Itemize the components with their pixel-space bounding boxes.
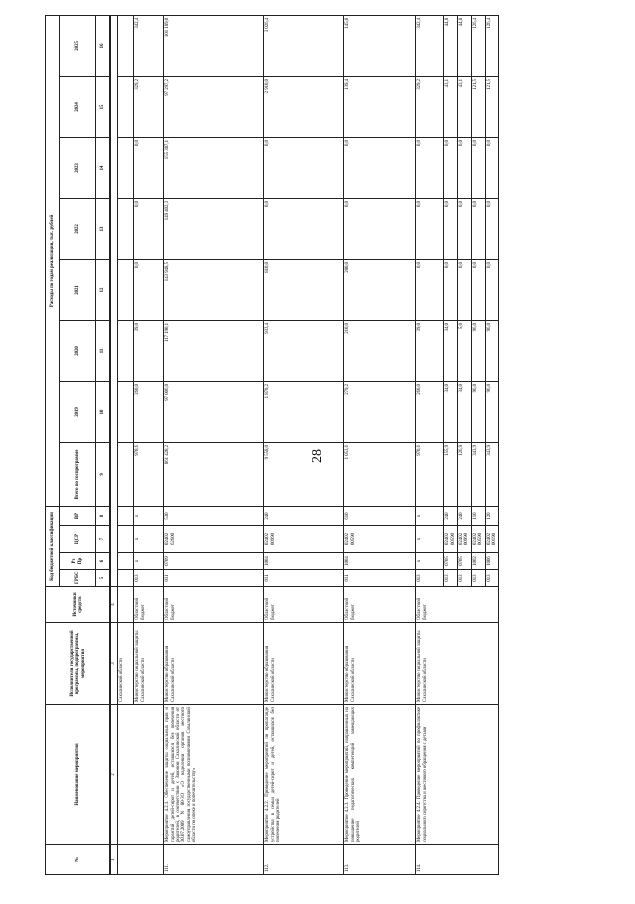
- row-year-value: 121,5: [485, 77, 499, 138]
- column-number: 7: [96, 526, 111, 553]
- header-csr: ЦСР: [60, 526, 96, 553]
- row-year-value: 44,8: [458, 15, 472, 76]
- row-rzpr: [118, 553, 134, 570]
- row-year-value: 0,0: [485, 199, 499, 260]
- column-number: 15: [96, 76, 111, 137]
- row-year-value: [118, 15, 134, 76]
- row-year-value: 0,0: [444, 138, 458, 199]
- row-csr: [118, 526, 134, 553]
- row-grbs: 013: [471, 570, 485, 587]
- header-grbs: ГРБС: [60, 570, 96, 587]
- row-total: 9 558,0: [264, 443, 344, 507]
- column-number: 2: [110, 705, 118, 845]
- row-year-value: 97 297,2: [164, 77, 264, 138]
- row-year-value: 34,0: [458, 382, 472, 443]
- row-year-value: 155 387,1: [164, 138, 264, 199]
- row-year-value: 3 026,4: [264, 15, 344, 76]
- header-rzpr: Рз Пр: [60, 553, 96, 570]
- row-year-value: 39,0: [416, 321, 444, 382]
- column-number: 8: [96, 506, 111, 525]
- row-grbs: 011: [264, 570, 344, 587]
- table-row: [264, 15, 344, 874]
- row-year-value: 145,0: [344, 15, 416, 76]
- row-year-value: 0,0: [134, 138, 164, 199]
- column-number-spacer: [110, 15, 118, 586]
- row-year-value: 139,4: [344, 77, 416, 138]
- row-csr: 02402 00990: [458, 526, 472, 553]
- row-year-value: 342,4: [134, 15, 164, 76]
- row-year-value: 101 189,0: [164, 15, 264, 76]
- row-year-value: 0,0: [458, 260, 472, 321]
- row-source: Областной бюджет: [264, 587, 344, 623]
- row-vr: 610: [344, 507, 416, 526]
- row-year-value: 329,2: [416, 77, 444, 138]
- row-vr: 530: [164, 507, 264, 526]
- row-year-value: [118, 260, 134, 321]
- row-year-value: 0,0: [264, 138, 344, 199]
- row-year-value: 0,0: [416, 199, 444, 260]
- row-year-value: 0,0: [264, 199, 344, 260]
- row-year-value: 1 878,2: [264, 382, 344, 443]
- row-vr: [118, 507, 134, 526]
- row-year-value: 342,4: [416, 15, 444, 76]
- row-rzpr: 0705: [458, 553, 472, 570]
- column-number: 6: [96, 553, 111, 570]
- row-year-value: 39,0: [134, 321, 164, 382]
- row-source: Областной бюджет: [344, 587, 416, 623]
- column-number: 5: [96, 570, 111, 587]
- row-rzpr: 1002: [471, 553, 485, 570]
- row-csr: 02402 00590: [344, 526, 416, 553]
- header-year: 2022: [60, 198, 96, 259]
- row-name: Мероприятие 4.2.3. Проведение мероприятий, направленных на повышение педагогических компетенций замещающих родителей: [344, 705, 416, 845]
- page-number: 28: [310, 449, 325, 463]
- row-num: 112.: [264, 845, 344, 875]
- row-grbs: 013: [134, 570, 164, 587]
- row-vr: 110: [471, 507, 485, 526]
- row-csr: x: [416, 526, 444, 553]
- row-num: 111.: [164, 845, 264, 875]
- header-code-group: Код бюджетной классификации: [46, 506, 60, 586]
- header-num: №: [46, 845, 111, 875]
- row-source: Областной бюджет: [134, 587, 164, 623]
- column-number: 14: [96, 137, 111, 198]
- row-total: 861 420,2: [164, 443, 264, 507]
- row-rzpr: x: [134, 553, 164, 570]
- header-source: Источники средств: [46, 587, 111, 623]
- row-grbs: 013: [458, 570, 472, 587]
- row-grbs: [118, 570, 134, 587]
- header-vr: ВР: [60, 506, 96, 525]
- row-vr: 240: [444, 507, 458, 526]
- table-row: [344, 15, 416, 874]
- table-row: [164, 15, 264, 874]
- row-year-value: [118, 382, 134, 443]
- row-total: [118, 443, 134, 507]
- row-total: 970,6: [134, 443, 164, 507]
- row-total: 155,9: [444, 443, 458, 507]
- column-number: 9: [96, 442, 111, 506]
- row-year-value: 0,0: [444, 260, 458, 321]
- header-year: 2021: [60, 259, 96, 320]
- row-grbs: 011: [344, 570, 416, 587]
- row-year-value: 2 910,0: [264, 77, 344, 138]
- table-body-block: [109, 15, 497, 875]
- row-year-value: 34,0: [444, 382, 458, 443]
- column-number: 12: [96, 259, 111, 320]
- row-num: 114.: [416, 845, 499, 875]
- row-vr: x: [416, 507, 444, 526]
- row-year-value: 933,4: [264, 321, 344, 382]
- header-executor: Исполнители государственной программы, подпрограммы, мероприятия: [46, 623, 111, 705]
- row-num: [118, 845, 164, 875]
- row-year-value: 210,0: [344, 321, 416, 382]
- row-year-value: 96,0: [485, 382, 499, 443]
- row-year-value: 43,1: [458, 77, 472, 138]
- row-year-value: 126,4: [471, 15, 485, 76]
- column-number: 1: [110, 845, 118, 875]
- row-executor: Министерство образования Сахалинской области: [264, 623, 344, 705]
- row-year-value: 96,0: [471, 321, 485, 382]
- header-table: [45, 15, 111, 875]
- row-year-value: 0,0: [471, 138, 485, 199]
- row-executor: Министерство образования Сахалинской области: [344, 623, 416, 705]
- row-year-value: 0,0: [471, 260, 485, 321]
- row-year-value: 0,0: [485, 138, 499, 199]
- row-grbs: 013: [485, 570, 499, 587]
- row-year-value: 279,2: [344, 382, 416, 443]
- row-csr: 02402 00990: [264, 526, 344, 553]
- row-vr: 240: [264, 507, 344, 526]
- row-executor: Министерство социальной защиты Сахалинской области: [134, 623, 164, 705]
- row-csr: 02402 00190: [485, 526, 499, 553]
- row-year-value: 0,0: [134, 199, 164, 260]
- row-year-value: 329,2: [134, 77, 164, 138]
- row-year-value: 0,0: [458, 199, 472, 260]
- header-year: 2024: [60, 76, 96, 137]
- row-csr: 02402 00590: [444, 526, 458, 553]
- row-name: [118, 705, 164, 845]
- row-rzpr: x: [416, 553, 444, 570]
- row-grbs: 013: [444, 570, 458, 587]
- row-year-value: 0,0: [344, 138, 416, 199]
- row-year-value: 143 948,5: [164, 260, 264, 321]
- row-year-value: 121,5: [471, 77, 485, 138]
- column-number: 16: [96, 15, 111, 76]
- row-year-value: [118, 77, 134, 138]
- row-name: Мероприятие 4.2.1. Обеспечение защиты социальных прав и гарантий детей-сирот и детей, оставшихся без попечения родителей, в соответствии с Законом Сахалинской области от 30.07.2009 N 80-ЗО «О наделении органов местного самоуправления государственными полномочиями Сахалинской области по опеке и попечительству»: [164, 705, 264, 845]
- row-year-value: 117 190,1: [164, 321, 264, 382]
- row-rzpr: 0709: [164, 553, 264, 570]
- row-csr: 02402 62600: [164, 526, 264, 553]
- column-number-row: [110, 15, 118, 874]
- row-total: 970,6: [416, 443, 444, 507]
- row-num: 113.: [344, 845, 416, 875]
- row-year-value: 149 402,3: [164, 199, 264, 260]
- column-number: 3: [110, 623, 118, 705]
- body-table: [109, 15, 499, 875]
- header-year: 2025: [60, 15, 96, 76]
- row-grbs: 011: [164, 570, 264, 587]
- row-grbs: 013: [416, 570, 444, 587]
- row-total: 126,9: [458, 443, 472, 507]
- table-row: [416, 15, 444, 874]
- row-year-value: 280,0: [344, 260, 416, 321]
- row-vr: x: [134, 507, 164, 526]
- row-year-value: [118, 199, 134, 260]
- row-year-value: 260,0: [416, 382, 444, 443]
- row-year-value: 0,0: [416, 138, 444, 199]
- row-year-value: 0,0: [485, 260, 499, 321]
- row-source: [118, 587, 134, 623]
- row-year-value: 0,0: [134, 260, 164, 321]
- row-year-value: 44,8: [444, 15, 458, 76]
- row-total: 1 053,6: [344, 443, 416, 507]
- column-number: 13: [96, 198, 111, 259]
- row-rzpr: 1004: [344, 553, 416, 570]
- column-number: 11: [96, 320, 111, 381]
- row-total: 343,9: [485, 443, 499, 507]
- row-csr: 02402 00590: [471, 526, 485, 553]
- row-csr: x: [134, 526, 164, 553]
- column-number: 4: [110, 587, 118, 623]
- row-rzpr: 1004: [264, 553, 344, 570]
- row-year-value: 126,4: [485, 15, 499, 76]
- row-source: Областной бюджет: [164, 587, 264, 623]
- row-executor: Министерство социальной защиты Сахалинской области: [416, 623, 499, 705]
- header-name: Наименование мероприятия: [46, 705, 111, 845]
- row-executor: Сахалинской области: [118, 623, 134, 705]
- row-rzpr: 1006: [485, 553, 499, 570]
- column-number: 10: [96, 381, 111, 442]
- row-year-value: 0,0: [416, 260, 444, 321]
- row-source: Областной бюджет: [416, 587, 499, 623]
- header-year: 2023: [60, 137, 96, 198]
- row-year-value: [118, 321, 134, 382]
- row-rzpr: 0705: [444, 553, 458, 570]
- table-row: [118, 15, 134, 874]
- row-year-value: 260,0: [134, 382, 164, 443]
- header-expense-group: Расходы по годам реализации, тыс. рублей: [46, 15, 60, 506]
- row-vr: 240: [458, 507, 472, 526]
- row-year-value: 5,0: [458, 321, 472, 382]
- row-executor: Министерство образования Сахалинской области: [164, 623, 264, 705]
- row-year-value: [118, 138, 134, 199]
- row-year-value: 0,0: [344, 199, 416, 260]
- row-year-value: 0,0: [444, 199, 458, 260]
- row-total: 343,9: [471, 443, 485, 507]
- row-year-value: 0,0: [458, 138, 472, 199]
- row-year-value: 96,0: [485, 321, 499, 382]
- row-name: Мероприятие 4.2.2. Проведение мероприятий по пропаганде устройства в семьи детей-сирот и детей, оставшихся без попечения родителей: [264, 705, 344, 845]
- table-header-block: [45, 15, 110, 875]
- row-name: Мероприятие 4.2.4. Проведение мероприятий по профилактике социального сиротства и жестокого обращения с детьми: [416, 705, 499, 845]
- row-year-value: 97 006,0: [164, 382, 264, 443]
- row-year-value: 810,0: [264, 260, 344, 321]
- header-year: 2020: [60, 320, 96, 381]
- row-vr: 120: [485, 507, 499, 526]
- header-year: 2019: [60, 381, 96, 442]
- row-year-value: 34,0: [444, 321, 458, 382]
- row-year-value: 96,0: [471, 382, 485, 443]
- row-year-value: 0,0: [471, 199, 485, 260]
- header-total: Всего по госпрограмме: [60, 442, 96, 506]
- row-year-value: 43,1: [444, 77, 458, 138]
